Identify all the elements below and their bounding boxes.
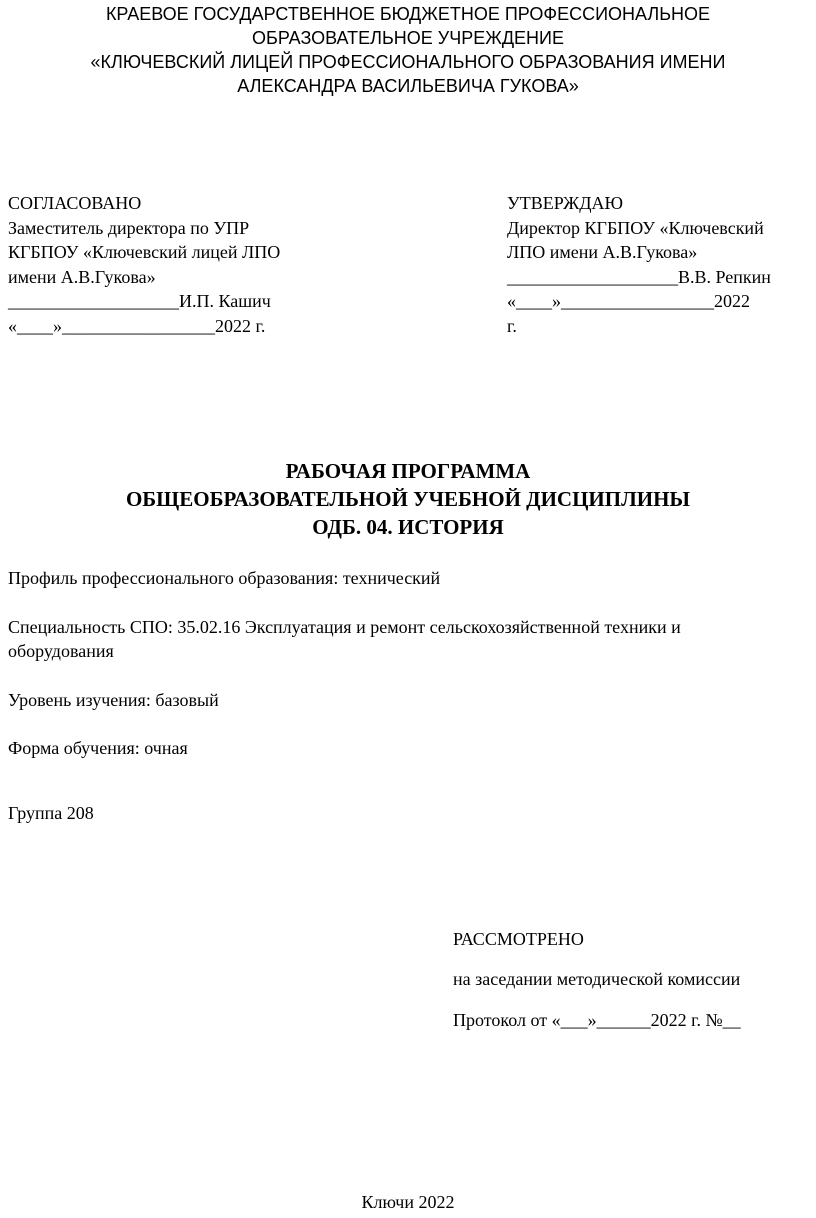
specialty-field-line-1: Специальность СПО: 35.02.16 Эксплуатация и ремонт сельскохозяйственной техники и (8, 617, 681, 637)
title-line-1: РАБОЧАЯ ПРОГРАММА (285, 459, 531, 483)
header-line-4: АЛЕКСАНДРА ВАСИЛЬЕВИЧА ГУКОВА» (237, 76, 579, 96)
review-line-1: на заседании методической комиссии (453, 969, 741, 989)
form-field: Форма обучения: очная (8, 738, 188, 758)
approval-right-line-2: ЛПО имени А.В.Гукова» (507, 242, 698, 262)
footer-city-year: Ключи 2022 (361, 1192, 455, 1212)
header-line-1: КРАЕВОЕ ГОСУДАРСТВЕННОЕ БЮДЖЕТНОЕ ПРОФЕССИОНАЛЬНОЕ (105, 4, 711, 24)
approval-right-line-4: «____»_________________2022 (507, 291, 750, 311)
profile-field: Профиль профессионального образования: технический (8, 568, 441, 588)
group-field: Группа 208 (8, 803, 94, 823)
level-field: Уровень изучения: базовый (8, 690, 219, 710)
approval-left-line-5: «____»_________________2022 г. (8, 316, 266, 336)
header-line-2: ОБРАЗОВАТЕЛЬНОЕ УЧРЕЖДЕНИЕ (252, 28, 564, 48)
approval-left-heading: СОГЛАСОВАНО (8, 193, 142, 213)
specialty-field-line-2: оборудования (8, 641, 114, 661)
header-line-3: «КЛЮЧЕВСКИЙ ЛИЦЕЙ ПРОФЕССИОНАЛЬНОГО ОБРАЗОВАНИЯ ИМЕНИ (90, 52, 726, 72)
title-line-2: ОБЩЕОБРАЗОВАТЕЛЬНОЙ УЧЕБНОЙ ДИСЦИПЛИНЫ (125, 487, 691, 511)
approval-left-line-1: Заместитель директора по УПР (8, 218, 250, 238)
approval-left-line-3: имени А.В.Гукова» (8, 267, 156, 287)
approval-right-line-3: ___________________В.В. Репкин (507, 267, 771, 287)
title-line-3: ОДБ. 04. ИСТОРИЯ (312, 515, 504, 539)
review-line-2: Протокол от «___»______2022 г. №__ (453, 1010, 741, 1030)
approval-right-line-5: г. (507, 316, 517, 336)
approval-right-line-1: Директор КГБПОУ «Ключевский (507, 218, 764, 238)
approval-left-line-4: ___________________И.П. Кашич (8, 291, 271, 311)
approval-left-line-2: КГБПОУ «Ключевский лицей ЛПО (8, 242, 281, 262)
approval-right-heading: УТВЕРЖДАЮ (507, 193, 624, 213)
review-heading: РАССМОТРЕНО (453, 929, 584, 949)
